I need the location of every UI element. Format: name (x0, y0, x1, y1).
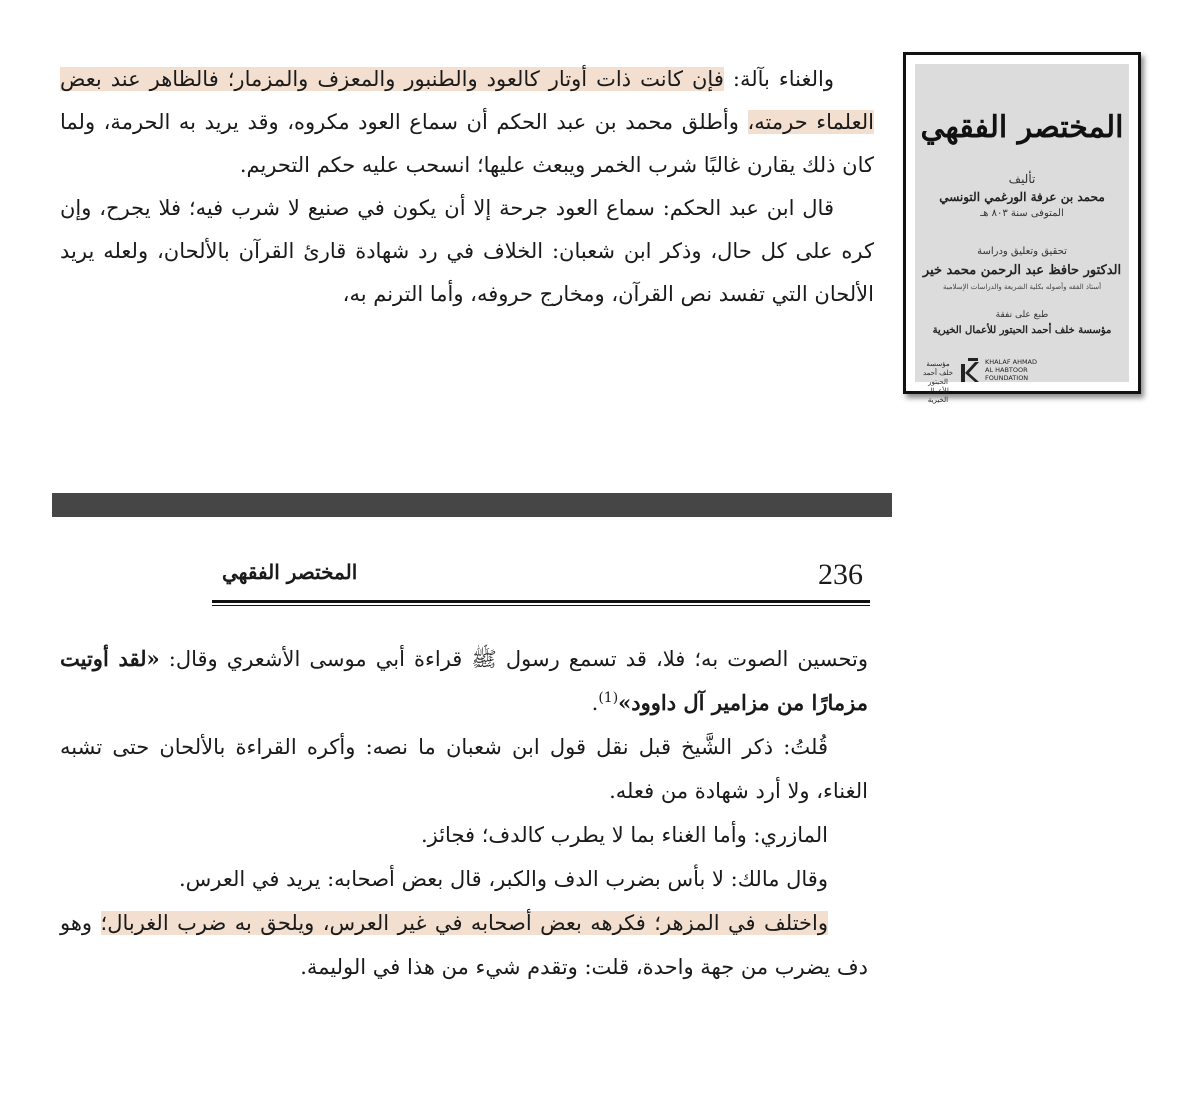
cover-death-date: المتوفى سنة ٨٠٣ هـ (980, 208, 1064, 219)
foundation-logo-icon (959, 358, 981, 384)
bottom-excerpt (60, 637, 868, 989)
foundation-name-en (985, 358, 1057, 382)
text-run: وتحسين الصوت به؛ فلا، قد تسمع رسول ﷺ قراءة أبي موسى الأشعري وقال: (159, 647, 869, 671)
highlighted-text: فإن كانت ذات أوتار كالعود والطنبور والمعزف والمزمار؛ فالظاهر عند بعض العلماء حرمته، (60, 67, 874, 134)
bottom-paragraph-4: وقال مالك: لا بأس بضرب الدف والكبر، قال بعض أصحابه: يريد في العرس. (178, 867, 828, 891)
header-rule-thin (212, 605, 870, 606)
book-cover (915, 64, 1129, 404)
running-title: المختصر الفقهي (222, 560, 358, 584)
bottom-paragraph-3: المازري: وأما الغناء بما لا يطرب كالدف؛ فجائز. (420, 823, 828, 847)
foundation-en-line: FOUNDATION (985, 374, 1029, 382)
bottom-paragraph-1 (60, 637, 868, 725)
foundation-en-line: KHALAF AHMAD (985, 358, 1038, 366)
text-run: والغناء بآلة: (723, 67, 834, 91)
cover-publisher-label: طبع على نفقة (995, 310, 1049, 320)
text-run: وهو دف يضرب من جهة واحدة، قلت: وتقدم شيء من هذا في الوليمة. (60, 911, 868, 979)
section-separator (52, 493, 892, 517)
cover-editor-role: أستاذ الفقه وأصوله بكلية الشريعة والدراسات الإسلامية (942, 283, 1102, 291)
bottom-paragraph-5 (60, 901, 868, 989)
text-run: وأطلق محمد بن عبد الحكم أن سماع العود مكروه، وقد يريد به الحرمة، ولما كان ذلك يقارن غالبًا شرب الخمر ويبعث عليها؛ انسحب عليه حكم التحريم. (60, 110, 874, 177)
top-paragraph-1 (60, 58, 874, 187)
cover-author: محمد بن عرفة الورغمي التونسي (939, 190, 1105, 204)
top-paragraph-2: قال ابن عبد الحكم: سماع العود جرحة إلا أن يكون في صنيع لا شرب فيه؛ فلا يجرح، وإن كره على كل حال، وذكر ابن شعبان: الخلاف في رد شهادة قارئ القرآن بالألحان، ولعله يريد الألحان التي تفسد نص القرآن، ومخارج حروفه، وأما الترنم به، (60, 196, 874, 306)
page-number: 236 (818, 558, 863, 591)
book-cover-image (903, 52, 1141, 404)
header-rule (212, 600, 870, 603)
cover-author-label: تأليف (1008, 172, 1036, 186)
highlighted-text: واختلف في المزهر؛ فكرهه بعض أصحابه في غير العرس، ويلحق به ضرب الغربال؛ (100, 911, 828, 935)
text-run: . (591, 691, 599, 715)
footnote-reference[interactable]: (1) (598, 690, 619, 706)
foundation-name-ar: مؤسسة خلف أحمد الحبتور للأعمال الخيرية (922, 360, 954, 404)
cover-editor: الدكتور حافظ عبد الرحمن محمد خير (922, 263, 1122, 278)
bottom-paragraph-2: قُلتُ: ذكر الشَّيخ قبل نقل قول ابن شعبان ما نصه: وأكره القراءة بالألحان حتى تشبه الغناء، ولا أرد شهادة من فعله. (60, 735, 868, 803)
cover-publisher: مؤسسة خلف أحمد الحبتور للأعمال الخيرية (932, 325, 1112, 336)
foundation-en-line: AL HABTOOR (985, 366, 1028, 374)
hadith-quote: «لقد أوتيت مزمارًا من مزامير آل داوود» (60, 646, 868, 715)
top-excerpt (60, 58, 874, 316)
cover-title: المختصر الفقهي (920, 110, 1124, 145)
cover-editor-label: تحقيق وتعليق ودراسة (977, 246, 1067, 257)
